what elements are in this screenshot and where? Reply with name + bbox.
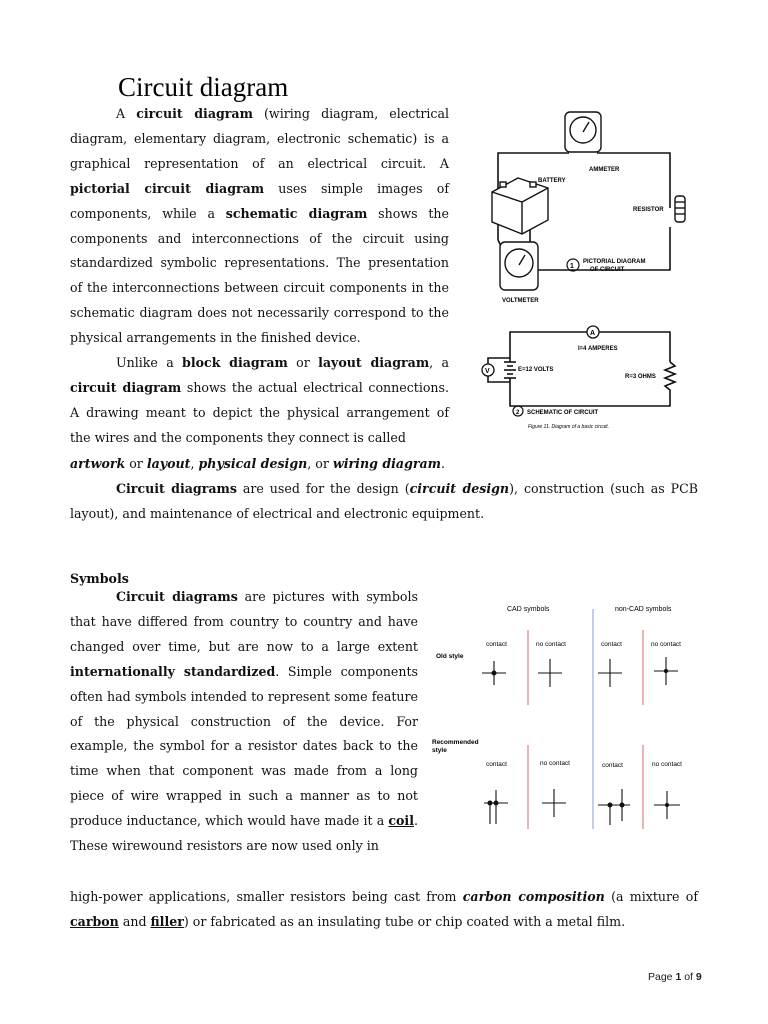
ammeter-icon xyxy=(565,112,601,152)
filler-link[interactable]: filler xyxy=(150,913,184,929)
circuit-figure xyxy=(470,100,702,440)
rec-cad-no-contact-symbol xyxy=(542,789,566,817)
symbols-column xyxy=(70,585,418,859)
old-noncad-no-contact-symbol xyxy=(654,657,678,685)
volts-label: E=12 VOLTS xyxy=(518,367,554,373)
battery-icon xyxy=(492,178,548,234)
rec-noncad-contact-symbol xyxy=(598,789,630,825)
symbols-figure xyxy=(430,595,702,835)
page-title: Circuit diagram xyxy=(118,72,289,102)
old-noncad-contact: contact xyxy=(601,641,622,648)
old-cad-contact: contact xyxy=(486,641,507,648)
symbols-paragraph-1: Circuit diagrams are pictures with symbols that have differed from country to country and have changed over time, but are now to a large extent internationally standardized. Simple components often had symbols intended to represent some feature of the physical construction of the device. For example, the symbol for a resistor dates back to the time when that component was made from a long piece of wire wrapped in such a manner as to not produce inductance, which would have made it a coil. These wirewound resistors are now used only in xyxy=(70,589,418,854)
intro-paragraph-2: Unlike a block diagram or layout diagram, a circuit diagram shows the actual electrical connections. A drawing meant to depict the physical arrangement of the wires and the components they connect is called xyxy=(70,355,450,445)
old-noncad-no-contact: no contact xyxy=(651,641,681,648)
rec-cad-no-contact: no contact xyxy=(540,760,570,767)
symbols-paragraph-2: high-power applications, smaller resistors being cast from carbon composition (a mixture of carbon and filler) or fabricated as an insulating tube or chip coated with a metal film. xyxy=(70,889,698,929)
pictorial-caption-2: OF CIRCUIT xyxy=(590,267,625,273)
symbols-heading: Symbols xyxy=(70,571,129,586)
schematic-number: 2 xyxy=(516,410,520,416)
ammeter-label: AMMETER xyxy=(589,167,620,173)
amperes-label: I=4 AMPERES xyxy=(578,346,618,352)
ohms-label: R=3 OHMS xyxy=(625,374,656,380)
intro-paragraph-3: Circuit diagrams are used for the design (circuit design), construction (such as PCB layout), and maintenance of electrical and electronic equipment. xyxy=(70,480,698,521)
coil-link[interactable]: coil xyxy=(388,813,414,829)
intro-paragraph-2-end: artwork or layout, physical design, or wiring diagram. xyxy=(70,456,446,471)
voltmeter-label: VOLTMETER xyxy=(502,298,539,304)
rec-cad-contact: contact xyxy=(486,761,507,768)
recommended-label-1: Recommended xyxy=(432,739,479,746)
schematic-diagram xyxy=(488,332,675,406)
rec-noncad-no-contact-symbol xyxy=(654,791,680,819)
symbols-continuation xyxy=(70,885,698,935)
rec-noncad-contact: contact xyxy=(602,762,623,769)
cad-symbols-heading: CAD symbols xyxy=(507,606,550,613)
schematic-voltmeter-symbol: V xyxy=(485,368,490,375)
intro-continuation xyxy=(70,452,698,527)
old-cad-contact-symbol xyxy=(482,661,506,685)
voltmeter-icon xyxy=(500,242,538,290)
old-cad-no-contact-symbol xyxy=(538,659,562,687)
battery-label: BATTERY xyxy=(538,178,566,184)
recommended-label-2: style xyxy=(432,747,447,754)
rec-cad-contact-symbol xyxy=(484,790,508,824)
old-noncad-contact-symbol xyxy=(598,659,622,687)
carbon-link[interactable]: carbon xyxy=(70,913,119,929)
rec-noncad-no-contact: no contact xyxy=(652,761,682,768)
intro-paragraph-1: A circuit diagram (wiring diagram, electrical diagram, elementary diagram, electronic schematic) is a graphical representation of an electrical circuit. A pictorial circuit diagram uses simple images of components, while a schematic diagram shows the components and interconnections of the circuit using standardized symbolic representations. The presentation of the interconnections between circuit components in the schematic diagram does not necessarily correspond to the physical arrangements in the finished device. xyxy=(70,106,449,346)
old-style-label: Old style xyxy=(436,653,464,660)
resistor-icon xyxy=(675,196,685,222)
schematic-caption: SCHEMATIC OF CIRCUIT xyxy=(527,410,599,416)
pictorial-caption-1: PICTORIAL DIAGRAM xyxy=(583,259,646,265)
noncad-symbols-heading: non-CAD symbols xyxy=(615,606,672,613)
old-cad-no-contact: no contact xyxy=(536,641,566,648)
pictorial-number: 1 xyxy=(570,263,574,270)
schematic-ammeter-symbol: A xyxy=(590,330,596,337)
figure-caption: Figure 11. Diagram of a basic circuit. xyxy=(528,424,610,430)
page-number: Page 1 of 9 xyxy=(648,971,702,983)
resistor-label: RESISTOR xyxy=(633,207,664,213)
intro-column xyxy=(70,102,449,451)
